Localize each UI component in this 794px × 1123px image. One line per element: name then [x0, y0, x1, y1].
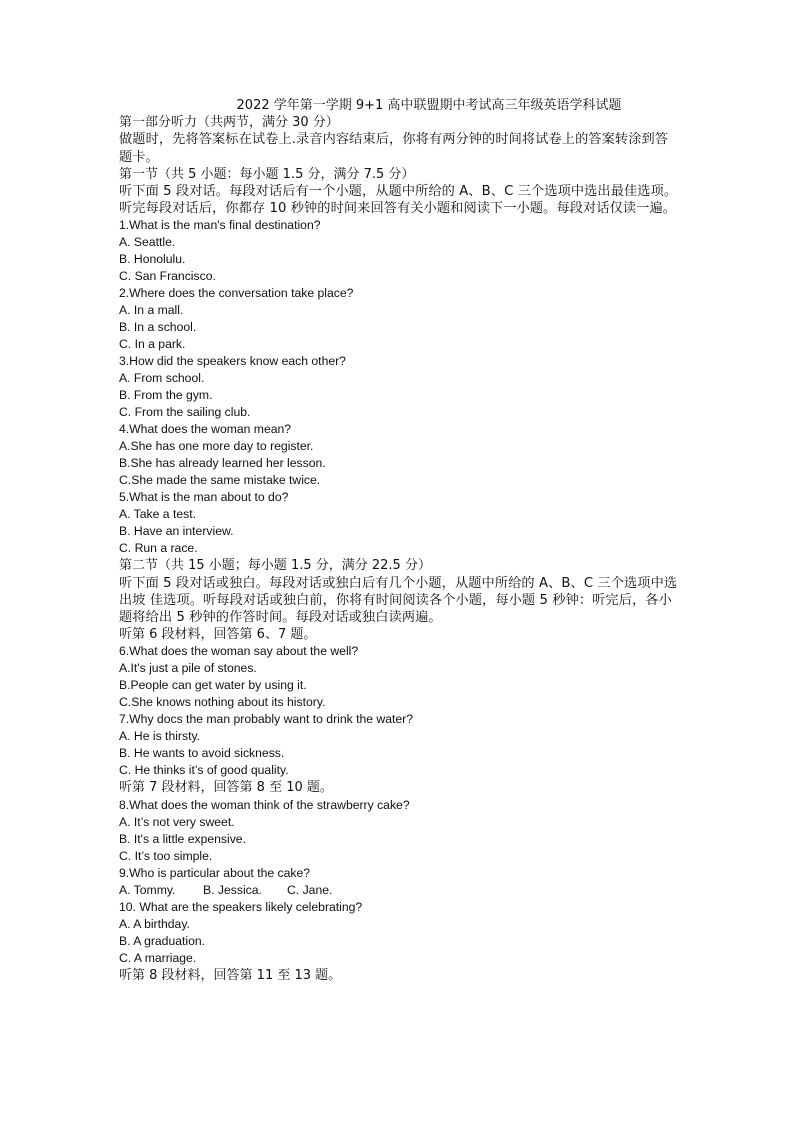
question-stem: 9.Who is particular about the cake? [119, 865, 311, 880]
option-a: A. Take a test. [119, 507, 197, 522]
option-a: A.She has one more day to register. [119, 439, 314, 454]
section1-heading: 第一节（共 5 小题：每小题 1.5 分，满分 7.5 分） [119, 166, 415, 182]
option-a: A. Tommy. [119, 882, 176, 897]
option-c: C. A marriage. [119, 950, 197, 965]
material-6-heading: 听第 6 段材料，回答第 6、7 题。 [119, 627, 317, 643]
section1-instruction: 听下面 5 段对话。每段对话后有一个小题，从题中所给的 A、B、C 三个选项中选出最佳选项。听完每段对话后，你都存 10 秒钟的时间来回答有关小题和阅读下一小题。每段对话仅读一遍。 [119, 184, 678, 217]
option-b: B. Have an interview. [119, 524, 234, 539]
option-a: A. A birthday. [119, 916, 190, 931]
options-row [119, 882, 679, 899]
exam-title: 2022 学年第一学期 9+1 高中联盟期中考试高三年级英语学科试题 [236, 98, 622, 113]
section2-heading: 第二节（共 15 小题；每小题 1.5 分，满分 22.5 分） [119, 558, 431, 574]
option-b: B.She has already learned her lesson. [119, 456, 326, 471]
question-stem: 6.What does the woman say about the well? [119, 644, 359, 659]
question-1 [119, 217, 679, 285]
question-stem: 1.What is the man's final destination? [119, 218, 321, 233]
option-b: B. From the gym. [119, 388, 213, 403]
option-a: A. Seattle. [119, 235, 176, 250]
option-b: B.People can get water by using it. [119, 678, 307, 693]
question-2 [119, 285, 679, 353]
option-c: C. He thinks it’s of good quality. [119, 763, 289, 778]
question-stem: 4.What does the woman mean? [119, 422, 292, 437]
material-8-heading: 听第 8 段材料，回答第 11 至 13 题。 [119, 967, 342, 983]
question-6 [119, 643, 679, 711]
exam-page [119, 97, 679, 984]
option-c: C. Run a race. [119, 541, 198, 556]
option-c: C. Jane. [287, 882, 333, 897]
question-4 [119, 421, 679, 489]
question-stem: 10. What are the speakers likely celebrating? [119, 899, 363, 914]
option-a: A. He is thirsty. [119, 729, 201, 744]
question-stem: 2.Where does the conversation take place? [119, 286, 354, 301]
question-stem: 8.What does the woman think of the strawberry cake? [119, 797, 410, 812]
option-a: A. It’s not very sweet. [119, 814, 235, 829]
option-c: C. San Francisco. [119, 269, 216, 284]
section2-instruction: 听下面 5 段对话或独白。每段对话或独白后有几个小题，从题中所给的 A、B、C 三个选项中选出坡 佳选项。听每段对话或独白前，你将有时间阅读各个小题，每小题 5 秒钟：听完后，各小题将给出 5 秒钟的作答时间。每段对话或独白读两遍。 [119, 575, 678, 626]
option-b: B. He wants to avoid sickness. [119, 746, 285, 761]
general-instruction: 做题时，先将答案标在试卷上.录音内容结束后，你将有两分钟的时间将试卷上的答案转涂到答题卡。 [119, 132, 669, 165]
question-stem: 3.How did the speakers know each other? [119, 354, 346, 369]
question-10 [119, 899, 679, 967]
option-a: A.It's just a pile of stones. [119, 661, 257, 676]
option-c: C.She knows nothing about its history. [119, 695, 326, 710]
question-stem: 7.Why docs the man probably want to drink the water? [119, 712, 414, 727]
option-b: B. A graduation. [119, 933, 206, 948]
option-b: B. In a school. [119, 320, 197, 335]
question-5 [119, 489, 679, 557]
question-stem: 5.What is the man about to do? [119, 490, 289, 505]
option-a: A. From school. [119, 371, 205, 386]
question-3 [119, 353, 679, 421]
material-7-heading: 听第 7 段材料，回答第 8 至 10 题。 [119, 780, 333, 796]
option-c: C. It’s too simple. [119, 848, 213, 863]
option-b: B. Jessica. [203, 882, 262, 897]
question-9 [119, 865, 679, 899]
question-8 [119, 797, 679, 865]
option-c: C. From the sailing club. [119, 405, 251, 420]
part1-heading: 第一部分听力（共两节，满分 30 分） [119, 115, 339, 131]
question-7 [119, 711, 679, 779]
option-c: C. In a park. [119, 337, 186, 352]
option-b: B. Honolulu. [119, 252, 186, 267]
option-a: A. In a mall. [119, 303, 184, 318]
option-b: B. It's a little expensive. [119, 831, 246, 846]
option-c: C.She made the same mistake twice. [119, 473, 321, 488]
